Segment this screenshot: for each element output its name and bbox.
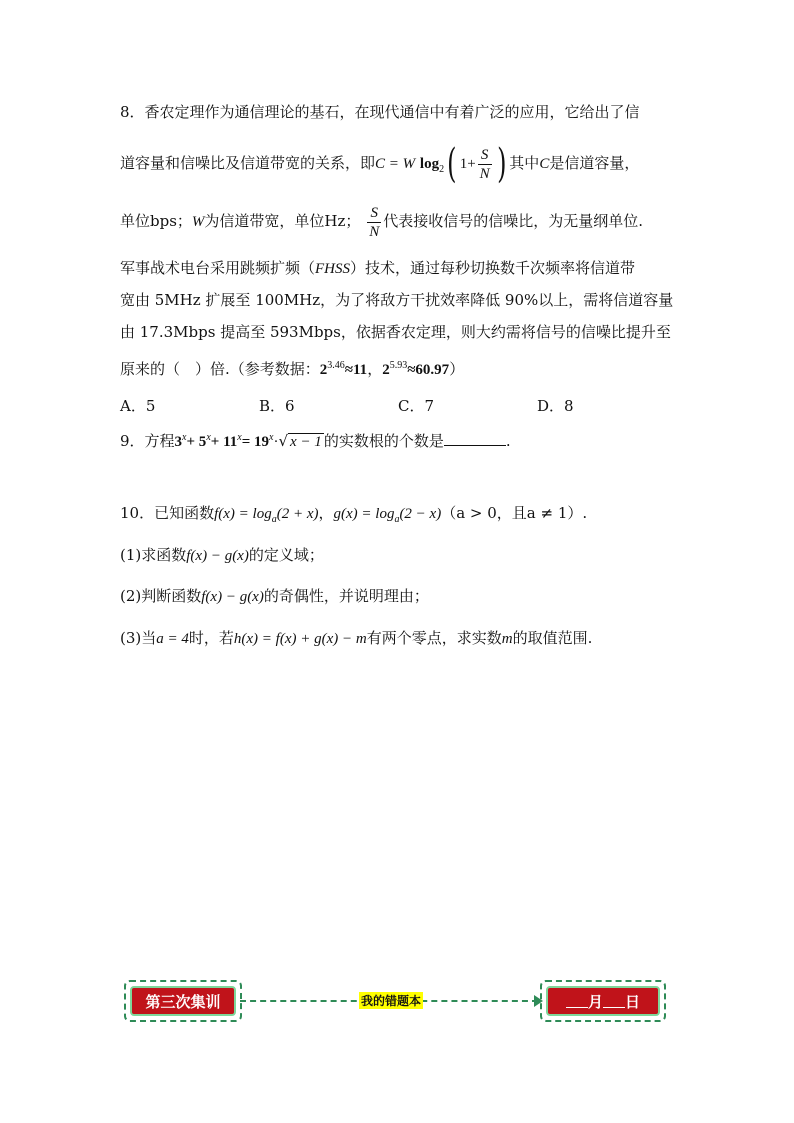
q8-line-3: 单位bps；W为信道带宽，单位Hz； $\frac{S}{N}$ 代表接收信号的信噪比，为无量纲单位. xyxy=(120,204,643,240)
q10-part-2: (2)判断函数f(x) − g(x)的奇偶性，并说明理由； xyxy=(120,587,429,605)
answer-blank xyxy=(444,431,506,446)
mistake-book-label: 我的错题本 xyxy=(361,994,422,1008)
option-d: D．8 xyxy=(537,397,574,415)
q8-line-4: 军事战术电台采用跳频扩频（FHSS）技术，通过每秒切换数千次频率将信道带 xyxy=(120,259,636,277)
snr-fraction: $\frac{S}{N}$ xyxy=(479,146,490,182)
q9-line: 9．方程$3^x+ 5^x+ 11^x= 19^x\cdot√$ x − 1 的实数根的个数是 . xyxy=(120,432,511,450)
q10-part-1: (1)求函数f(x) − g(x)的定义域； xyxy=(120,546,324,564)
date-tag-inner: 月 日 xyxy=(546,986,660,1016)
option-c: C．7 xyxy=(398,397,435,415)
date-tag xyxy=(540,980,666,1022)
q8-line-5: 宽由 5MHz 扩展至 100MHz，为了将敌方干扰效率降低 90%以上，需将信道容量 xyxy=(120,291,674,309)
snr-fraction-2: $\frac{S}{N}$ xyxy=(369,204,380,240)
q10-line-1: 10．已知函数$f(x) = \log_a(2 + x)$，$g(x) = \log_a(2 - x)(a > 0$，且a ≠ 1）. xyxy=(120,504,588,525)
q10-part-3: (3)当a = 4时，若h(x) = f(x) + g(x) − m有两个零点，求实数m的取值范围. xyxy=(120,629,593,647)
option-b: B．6 xyxy=(259,397,295,415)
q8-line-6: 由 17.3Mbps 提高至 593Mbps，依据香农定理，则大约需将信号的信噪比提升至 xyxy=(120,323,671,341)
q8-line-2: 道容量和信噪比及信道带宽的关系，即C = W $\log_2$( 1+ $\frac{S}{N}$ ) 其中C是信道容量， xyxy=(120,141,640,187)
sqrt-expression: x − 1 xyxy=(290,434,322,450)
q8-line-7: 原来的（ ）倍.（参考数据：$2^{3.46}\approx 11$，$2^{5.93}\approx 60.97$） xyxy=(120,360,465,378)
option-a: A．5 xyxy=(120,397,156,415)
training-tag xyxy=(124,980,242,1022)
shannon-formula-lhs: C = W xyxy=(375,156,416,172)
training-tag-label: 第三次集训 xyxy=(130,986,236,1016)
q8-line-1: 8．香农定理作为通信理论的基石，在现代通信中有着广泛的应用，它给出了信 xyxy=(120,103,640,121)
